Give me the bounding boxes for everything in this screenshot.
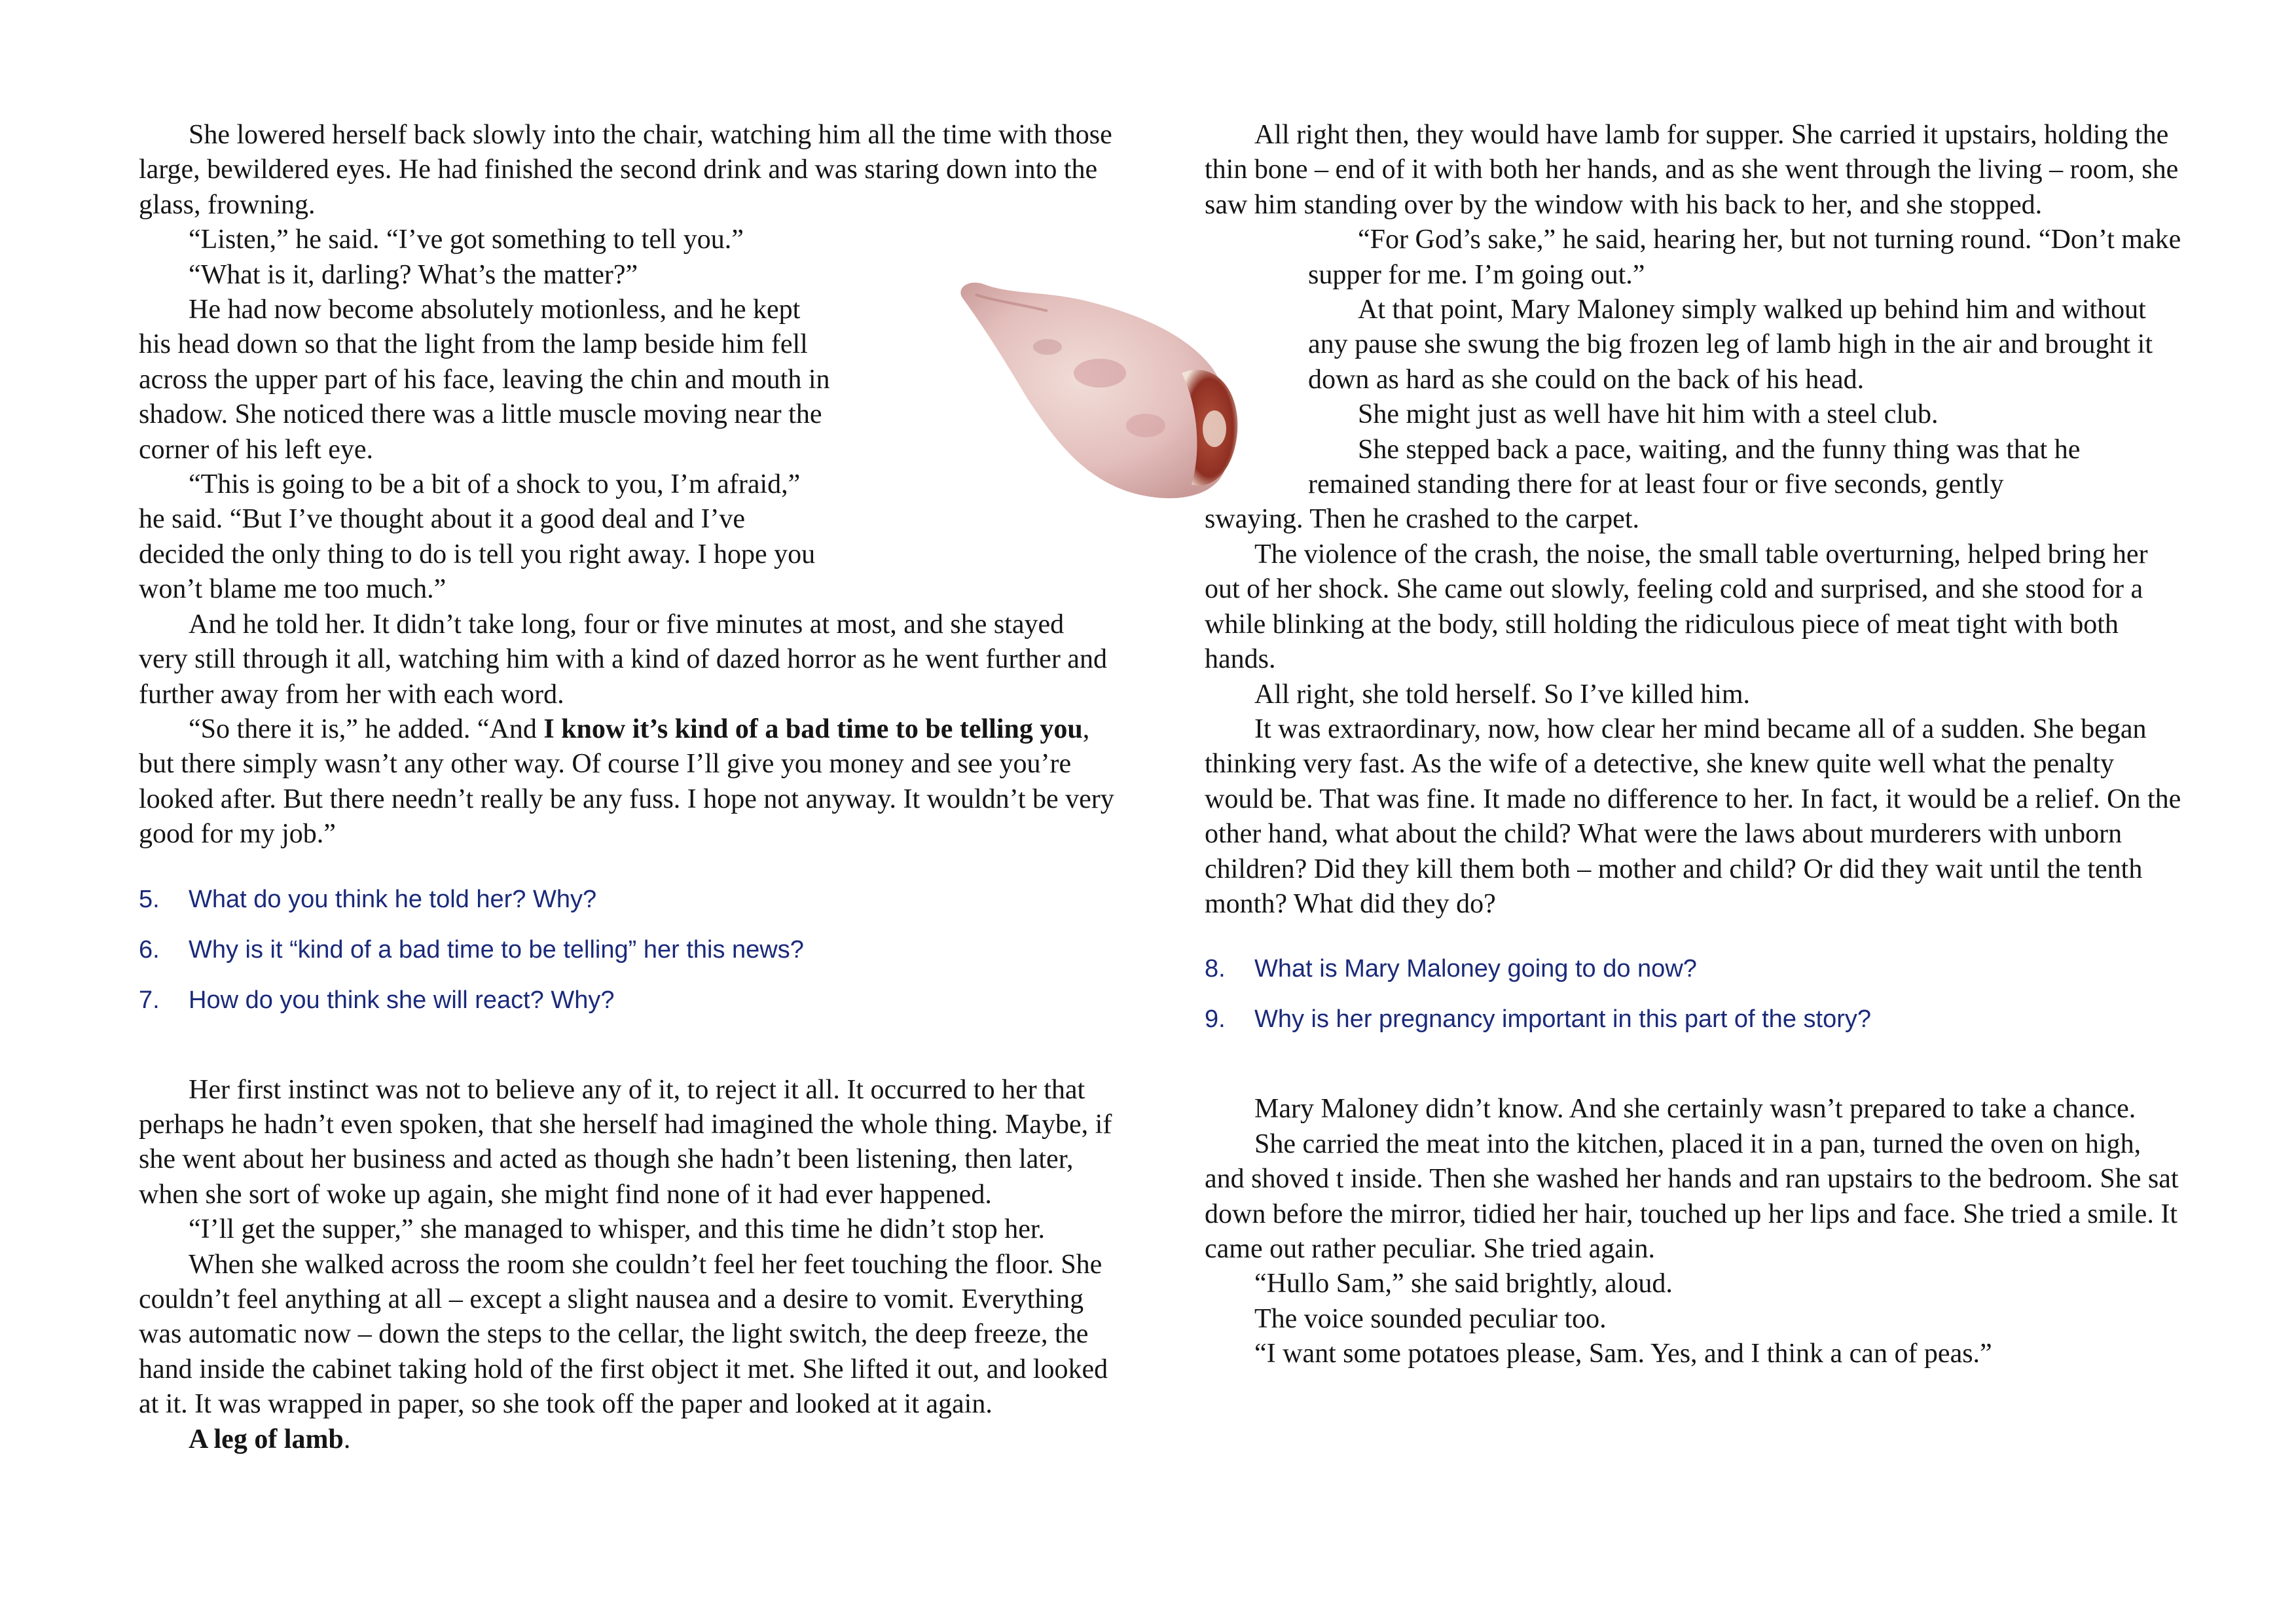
question-item bbox=[1205, 1005, 2187, 1055]
question-number: 5. bbox=[139, 885, 160, 913]
text-run: “So there it is,” he added. “And bbox=[189, 713, 544, 744]
text-run: . bbox=[343, 1424, 351, 1454]
story-paragraph: He had now become absolutely motionless, and he kept his head down so that the light from the lamp beside him fell across the upper part of his face, leaving the chin and mouth in shadow. She noticed there was a little muscle moving near the corner of his left eye. bbox=[139, 295, 830, 465]
question-text: Why is it “kind of a bad time to be telling” her this news? bbox=[189, 935, 804, 964]
question-item bbox=[139, 986, 1114, 1036]
story-paragraph: “What is it, darling? What’s the matter?” bbox=[189, 259, 638, 290]
question-text: Why is her pregnancy important in this part of the story? bbox=[1254, 1005, 1871, 1034]
question-number: 9. bbox=[1205, 1005, 1226, 1034]
bold-phrase: I know it’s kind of a bad time to be telling you bbox=[543, 713, 1083, 744]
story-paragraph: All right, she told herself. So I’ve killed him. bbox=[1254, 679, 1751, 710]
story-paragraph: “This is going to be a bit of a shock to you, I’m afraid,” he said. “But I’ve thought about it a good deal and I’ve decided the only thing to do is tell you right away. I hope you won’t blame me too much.” bbox=[139, 469, 816, 605]
bold-phrase: A leg of lamb bbox=[189, 1424, 344, 1454]
question-item bbox=[139, 885, 1114, 935]
story-paragraph: “I want some potatoes please, Sam. Yes, and I think a can of peas.” bbox=[1254, 1339, 1992, 1369]
story-paragraph: “Listen,” he said. “I’ve got something to tell you.” bbox=[189, 225, 744, 255]
question-list bbox=[139, 885, 1114, 1036]
text-run: , but there simply wasn’t any other way. Of course I’ll give you money and see you’re looked after. But there needn’t really be any fuss. I hope not anyway. It wouldn’t be very good for my job.” bbox=[139, 713, 1114, 850]
story-paragraph: All right then, they would have lamb for supper. She carried it upstairs, holding the thin bone – end of it with both her hands, and as she went through the living – room, she saw him standing over by the window with his back to her, and she stopped. bbox=[1205, 120, 2179, 220]
question-number: 6. bbox=[139, 935, 160, 964]
right-column bbox=[1205, 118, 2187, 1372]
question-text: What is Mary Maloney going to do now? bbox=[1254, 955, 1697, 983]
question-number: 7. bbox=[139, 986, 160, 1014]
story-paragraph-indented: “For God’s sake,” he said, hearing her, but not turning round. “Don’t make supper for me. I’m going out.” bbox=[1308, 225, 2181, 290]
story-paragraph-indented: She might just as well have hit him with a steel club. bbox=[1358, 399, 1939, 430]
story-paragraph: “I’ll get the supper,” she managed to whisper, and this time he didn’t stop her. bbox=[189, 1214, 1046, 1245]
story-paragraph: The voice sounded peculiar too. bbox=[1254, 1303, 1607, 1334]
story-paragraph: Her first instinct was not to believe any of it, to reject it all. It occurred to her that perhaps he hadn’t even spoken, that she herself had imagined the whole thing. Maybe, if she went about her business and acted as though she hadn’t been listening, then later, when she sort of woke up again, she might find none of it had ever happened. bbox=[139, 1074, 1112, 1210]
story-paragraph: “Hullo Sam,” she said brightly, aloud. bbox=[1254, 1269, 1673, 1299]
story-paragraph-final bbox=[139, 1422, 1114, 1457]
story-paragraph: She lowered herself back slowly into the chair, watching him all the time with those large, bewildered eyes. He had finished the second drink and was staring down into the glass, frowning. bbox=[139, 120, 1112, 220]
story-paragraph: Mary Maloney didn’t know. And she certainly wasn’t prepared to take a chance. bbox=[1254, 1094, 2136, 1125]
story-paragraph: When she walked across the room she couldn’t feel her feet touching the floor. She couldn’t feel anything at all – except a slight nausea and a desire to vomit. Everything was automatic now – down the steps to the cellar, the light switch, the deep freeze, the hand inside the cabinet taking hold of the first object it met. She lifted it out, and looked at it. It was wrapped in paper, so she took off the paper and looked at it again. bbox=[139, 1249, 1108, 1420]
story-paragraph-indented: She stepped back a pace, waiting, and the funny thing was that he remained standing there for at least four or five seconds, gently bbox=[1308, 434, 2081, 500]
question-item bbox=[1205, 954, 2187, 1005]
story-paragraph-indented: At that point, Mary Maloney simply walked up behind him and without any pause she swung the big frozen leg of lamb high in the air and brought it down as hard as she could on the back of his head. bbox=[1308, 295, 2153, 395]
story-paragraph: And he told her. It didn’t take long, four or five minutes at most, and she stayed very still through it all, watching him with a kind of dazed horror as he went further and further away from her with each word. bbox=[139, 609, 1107, 710]
story-paragraph: She carried the meat into the kitchen, placed it in a pan, turned the oven on high, and shoved t inside. Then she washed her hands and ran upstairs to the bedroom. She sat down before the mirror, tidied her hair, touched up her lips and face. She tried a smile. It came out rather peculiar. She tried again. bbox=[1205, 1128, 2179, 1264]
story-paragraph-bold-mix bbox=[139, 712, 1114, 852]
question-text: How do you think she will react? Why? bbox=[189, 986, 615, 1014]
question-text: What do you think he told her? Why? bbox=[189, 885, 597, 913]
story-paragraph: It was extraordinary, now, how clear her mind became all of a sudden. She began thinking very fast. As the wife of a detective, she knew quite well what the penalty would be. That was fine. It made no difference to her. In fact, it would be a relief. On the other hand, what about the child? What were the laws about murderers with unborn children? Did they kill them both – mother and child? Or did they wait until the tenth month? What did they do? bbox=[1205, 713, 2181, 919]
question-number: 8. bbox=[1205, 955, 1226, 983]
question-list bbox=[1205, 954, 2187, 1055]
question-item bbox=[139, 935, 1114, 986]
story-line: swaying. Then he crashed to the carpet. bbox=[1205, 504, 1639, 535]
story-paragraph: The violence of the crash, the noise, the small table overturning, helped bring her out of her shock. She came out slowly, feeling cold and surprised, and she stood for a while blinking at the body, still holding the ridiculous piece of meat tight with both hands. bbox=[1205, 539, 2148, 675]
